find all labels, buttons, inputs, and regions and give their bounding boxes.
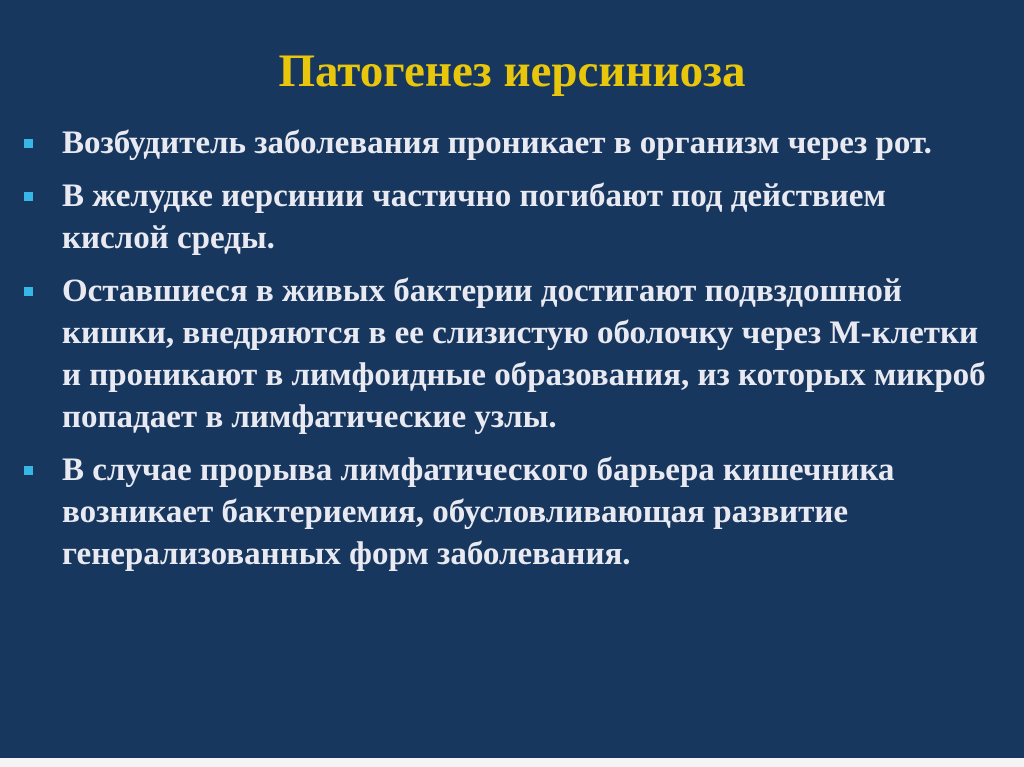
square-bullet-icon <box>24 139 33 148</box>
slide-title: Патогенез иерсиниоза <box>278 45 746 97</box>
bullet-list <box>20 122 995 586</box>
bullet-text: Оставшиеся в живых бактерии достигают подвздошной кишки, внедряются в ее слизистую оболочку через М-клетки и проникают в лимфоидные образования, из которых микроб попадает в лимфатические узлы. <box>62 273 986 435</box>
bullet-item <box>20 175 995 259</box>
square-bullet-icon <box>24 287 33 296</box>
bullet-text: Возбудитель заболевания проникает в организм через рот. <box>62 125 932 161</box>
square-bullet-icon <box>24 466 33 475</box>
bullet-text: В случае прорыва лимфатического барьера кишечника возникает бактериемия, обусловливающая развитие генерализованных форм заболевания. <box>62 452 895 572</box>
slide-bottom-edge <box>0 758 1024 767</box>
square-bullet-icon <box>24 192 33 201</box>
bullet-item <box>20 270 995 438</box>
bullet-item <box>20 449 995 575</box>
bullet-item <box>20 122 995 164</box>
bullet-text: В желудке иерсинии частично погибают под действием кислой среды. <box>62 178 886 256</box>
